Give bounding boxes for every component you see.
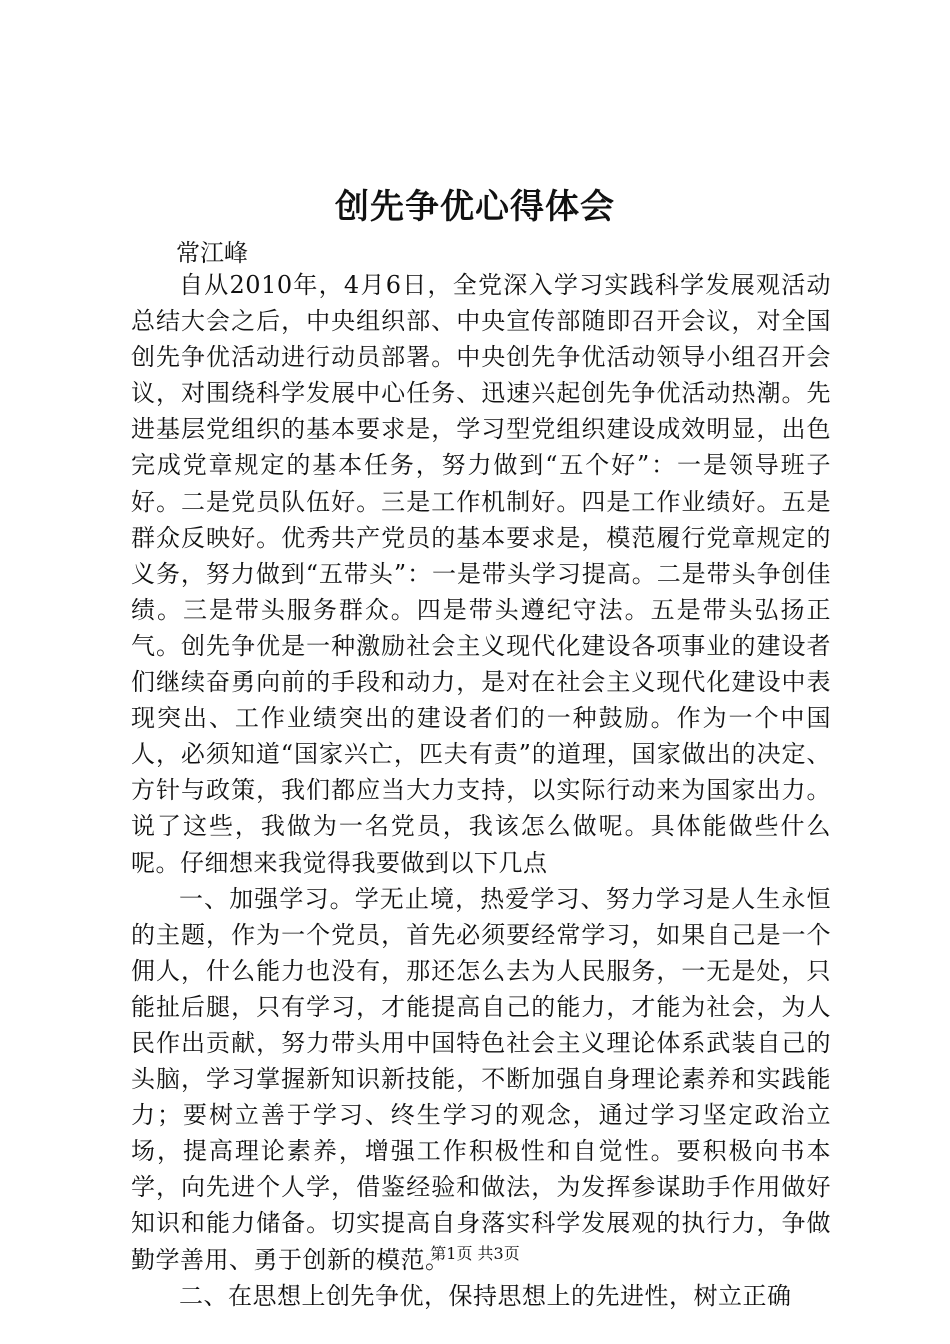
page-footer: 第1页 共3页 xyxy=(430,1244,520,1263)
document-body xyxy=(131,267,831,1314)
body-paragraph: 自从2010年，4月6日，全党深入学习实践科学发展观活动总结大会之后，中央组织部、中央宣传部随即召开会议，对全国创先争优活动进行动员部署。中央创先争优活动领导小组召开会议，对围绕科学发展中心任务、迅速兴起创先争优活动热潮。先进基层党组织的基本要求是，学习型党组织建设成效明显，出色完成党章规定的基本任务，努力做到“五个好”：一是领导班子好。二是党员队伍好。三是工作机制好。四是工作业绩好。五是群众反映好。优秀共产党员的基本要求是，模范履行党章规定的义务，努力做到“五带头”：一是带头学习提高。二是带头争创佳绩。三是带头服务群众。四是带头遵纪守法。五是带头弘扬正气。创先争优是一种激励社会主义现代化建设各项事业的建设者们继续奋勇向前的手段和动力，是对在社会主义现代化建设中表现突出、工作业绩突出的建设者们的一种鼓励。作为一个中国人，必须知道“国家兴亡，匹夫有责”的道理，国家做出的决定、方针与政策，我们都应当大力支持，以实际行动来为国家出力。说了这些，我做为一名党员，我该怎么做呢。具体能做些什么呢。仔细想来我觉得我要做到以下几点 xyxy=(131,271,831,877)
author-name: 常江峰 xyxy=(176,239,248,267)
body-paragraph: 一、加强学习。学无止境，热爱学习、努力学习是人生永恒的主题，作为一个党员，首先必须要经常学习，如果自己是一个佣人，什么能力也没有，那还怎么去为人民服务，一无是处，只能扯后腿，只有学习，才能提高自己的能力，才能为社会，为人民作出贡献，努力带头用中国特色社会主义理论体系武装自己的头脑，学习掌握新知识新技能，不断加强自身理论素养和实践能力；要树立善于学习、终生学习的观念，通过学习坚定政治立场，提高理论素养，增强工作积极性和自觉性。要积极向书本学，向先进个人学，借鉴经验和做法，为发挥参谋助手作用做好知识和能力储备。切实提高自身落实科学发展观的执行力，争做勤学善用、勇于创新的模范。 xyxy=(131,884,831,1274)
body-paragraph: 二、在思想上创先争优，保持思想上的先进性，树立正确 xyxy=(179,1281,792,1310)
document-title: 创先争优心得体会 xyxy=(335,187,615,227)
